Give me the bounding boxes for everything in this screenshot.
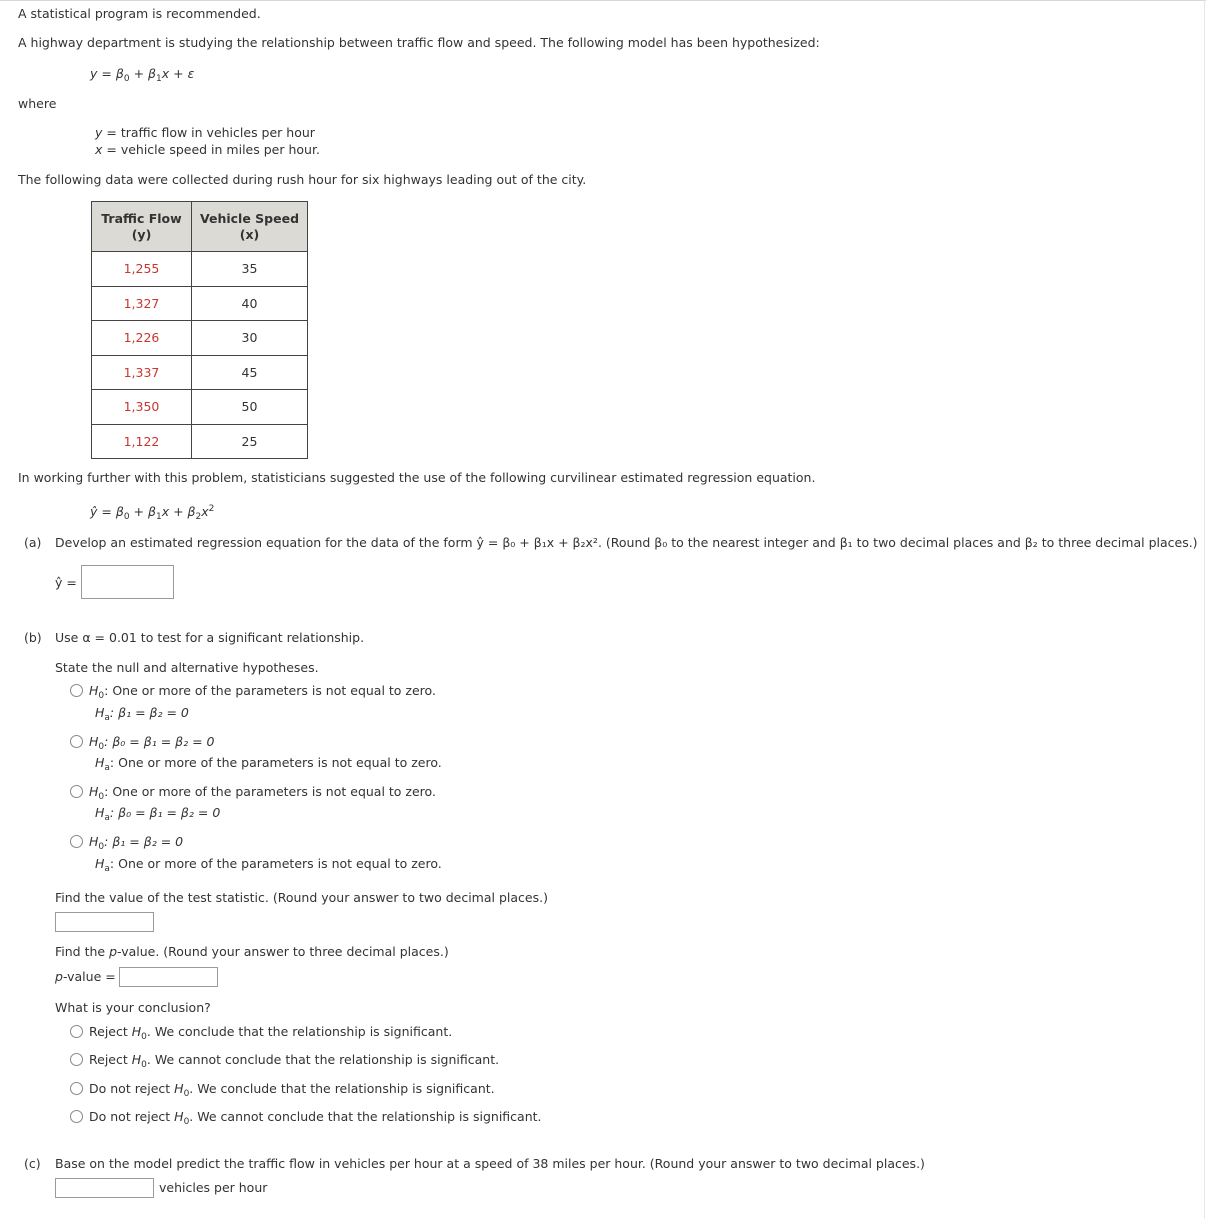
hypothesis-option-2-radio[interactable] (70, 735, 83, 748)
table-row (92, 424, 308, 459)
conclusion-option-4-text: Do not reject $H_0$. We cannot conclude that the relationship is significant. (89, 1109, 542, 1127)
vehicle-speed-cell: 35 (192, 252, 308, 287)
conclusion-option-1-radio[interactable] (70, 1025, 83, 1038)
definition-x: x = vehicle speed in miles per hour. (95, 142, 320, 157)
conclusion-prompt: What is your conclusion? (55, 1000, 211, 1015)
hypothesis-option-2-h0: $H_0$: β₀ = β₁ = β₂ = 0 (89, 734, 215, 752)
traffic-flow-cell: 1,350 (92, 390, 192, 425)
test-statistic-prompt: Find the value of the test statistic. (Round your answer to two decimal places.) (55, 890, 548, 905)
data-table (91, 201, 308, 459)
table-header-row (92, 202, 308, 252)
vehicles-per-hour-unit: vehicles per hour (159, 1180, 268, 1195)
hypothesis-option-1-ha: $H_a$: β₁ = β₂ = 0 (95, 705, 189, 723)
part-b-label: (b) (24, 630, 42, 645)
hypothesis-option-1-h0: $H_0$: One or more of the parameters is not equal to zero. (89, 683, 436, 701)
program-note: A statistical program is recommended. (18, 6, 261, 21)
hypothesis-option-4-h0: $H_0$: β₁ = β₂ = 0 (89, 834, 184, 852)
table-row (92, 286, 308, 321)
conclusion-option-1-text: Reject $H_0$. We conclude that the relationship is significant. (89, 1024, 453, 1042)
p-value-prompt: Find the p-value. (Round your answer to three decimal places.) (55, 944, 449, 959)
traffic-flow-prediction-input[interactable] (55, 1178, 154, 1198)
conclusion-option-2-text: Reject $H_0$. We cannot conclude that the relationship is significant. (89, 1052, 500, 1070)
conclusion-option-3-text: Do not reject $H_0$. We conclude that the relationship is significant. (89, 1081, 495, 1099)
vehicle-speed-cell: 30 (192, 321, 308, 356)
header-traffic-flow: Traffic Flow (y) (92, 202, 192, 252)
definition-y: y = traffic flow in vehicles per hour (95, 125, 315, 140)
data-intro: The following data were collected during rush hour for six highways leading out of the city. (18, 172, 587, 187)
table-row (92, 390, 308, 425)
p-value-label: p-value = (55, 969, 116, 984)
traffic-flow-cell: 1,122 (92, 424, 192, 459)
hypothesis-option-1-radio[interactable] (70, 684, 83, 697)
header-vehicle-speed: Vehicle Speed (x) (192, 202, 308, 252)
hypothesis-option-3-radio[interactable] (70, 785, 83, 798)
conclusion-option-3-radio[interactable] (70, 1082, 83, 1095)
traffic-flow-cell: 1,226 (92, 321, 192, 356)
vehicle-speed-cell: 50 (192, 390, 308, 425)
table-row (92, 321, 308, 356)
traffic-flow-cell: 1,327 (92, 286, 192, 321)
part-c-label: (c) (24, 1156, 41, 1171)
table-row (92, 252, 308, 287)
part-a-label: (a) (24, 535, 42, 550)
alpha-instruction: Use α = 0.01 to test for a significant relationship. (55, 630, 365, 645)
conclusion-option-2-radio[interactable] (70, 1053, 83, 1066)
test-statistic-input[interactable] (55, 912, 154, 932)
curvilinear-equation: ŷ = $\beta_0 + \beta_1x + \beta_2x^2$ (90, 504, 215, 522)
part-c-instructions: Base on the model predict the traffic flow in vehicles per hour at a speed of 38 miles per hour. (Round your answer to two decimal places.) (55, 1156, 925, 1171)
table-row (92, 355, 308, 390)
vehicle-speed-cell: 45 (192, 355, 308, 390)
vehicle-speed-cell: 40 (192, 286, 308, 321)
part-a-instructions: Develop an estimated regression equation for the data of the form ŷ = β₀ + β₁x + β₂x². (Round β₀ to the nearest integer and β₁ to two decimal places and β₂ to three decimal places.) (55, 535, 1198, 550)
problem-statement: A highway department is studying the relationship between traffic flow and speed. The following model has been hypothesized: (18, 35, 820, 50)
hypotheses-prompt: State the null and alternative hypotheses. (55, 660, 319, 675)
hypothesis-option-2-ha: $H_a$: One or more of the parameters is not equal to zero. (95, 755, 442, 773)
hypothesis-option-4-ha: $H_a$: One or more of the parameters is not equal to zero. (95, 856, 442, 874)
where-label: where (18, 96, 57, 111)
traffic-flow-cell: 1,255 (92, 252, 192, 287)
hypothesis-option-4-radio[interactable] (70, 835, 83, 848)
part-a-answer-label: ŷ = (55, 575, 77, 590)
hypothesis-option-3-h0: $H_0$: One or more of the parameters is not equal to zero. (89, 784, 436, 802)
top-border (0, 0, 1206, 1)
curvilinear-intro: In working further with this problem, statisticians suggested the use of the following curvilinear estimated regression equation. (18, 470, 816, 485)
model-equation: $y = \beta_0 + \beta_1x + \varepsilon$ (90, 66, 195, 84)
right-border (1204, 0, 1205, 1219)
traffic-flow-cell: 1,337 (92, 355, 192, 390)
vehicle-speed-cell: 25 (192, 424, 308, 459)
p-value-input[interactable] (119, 967, 218, 987)
hypothesis-option-3-ha: $H_a$: β₀ = β₁ = β₂ = 0 (95, 805, 221, 823)
conclusion-option-4-radio[interactable] (70, 1110, 83, 1123)
regression-equation-input[interactable] (81, 565, 174, 599)
